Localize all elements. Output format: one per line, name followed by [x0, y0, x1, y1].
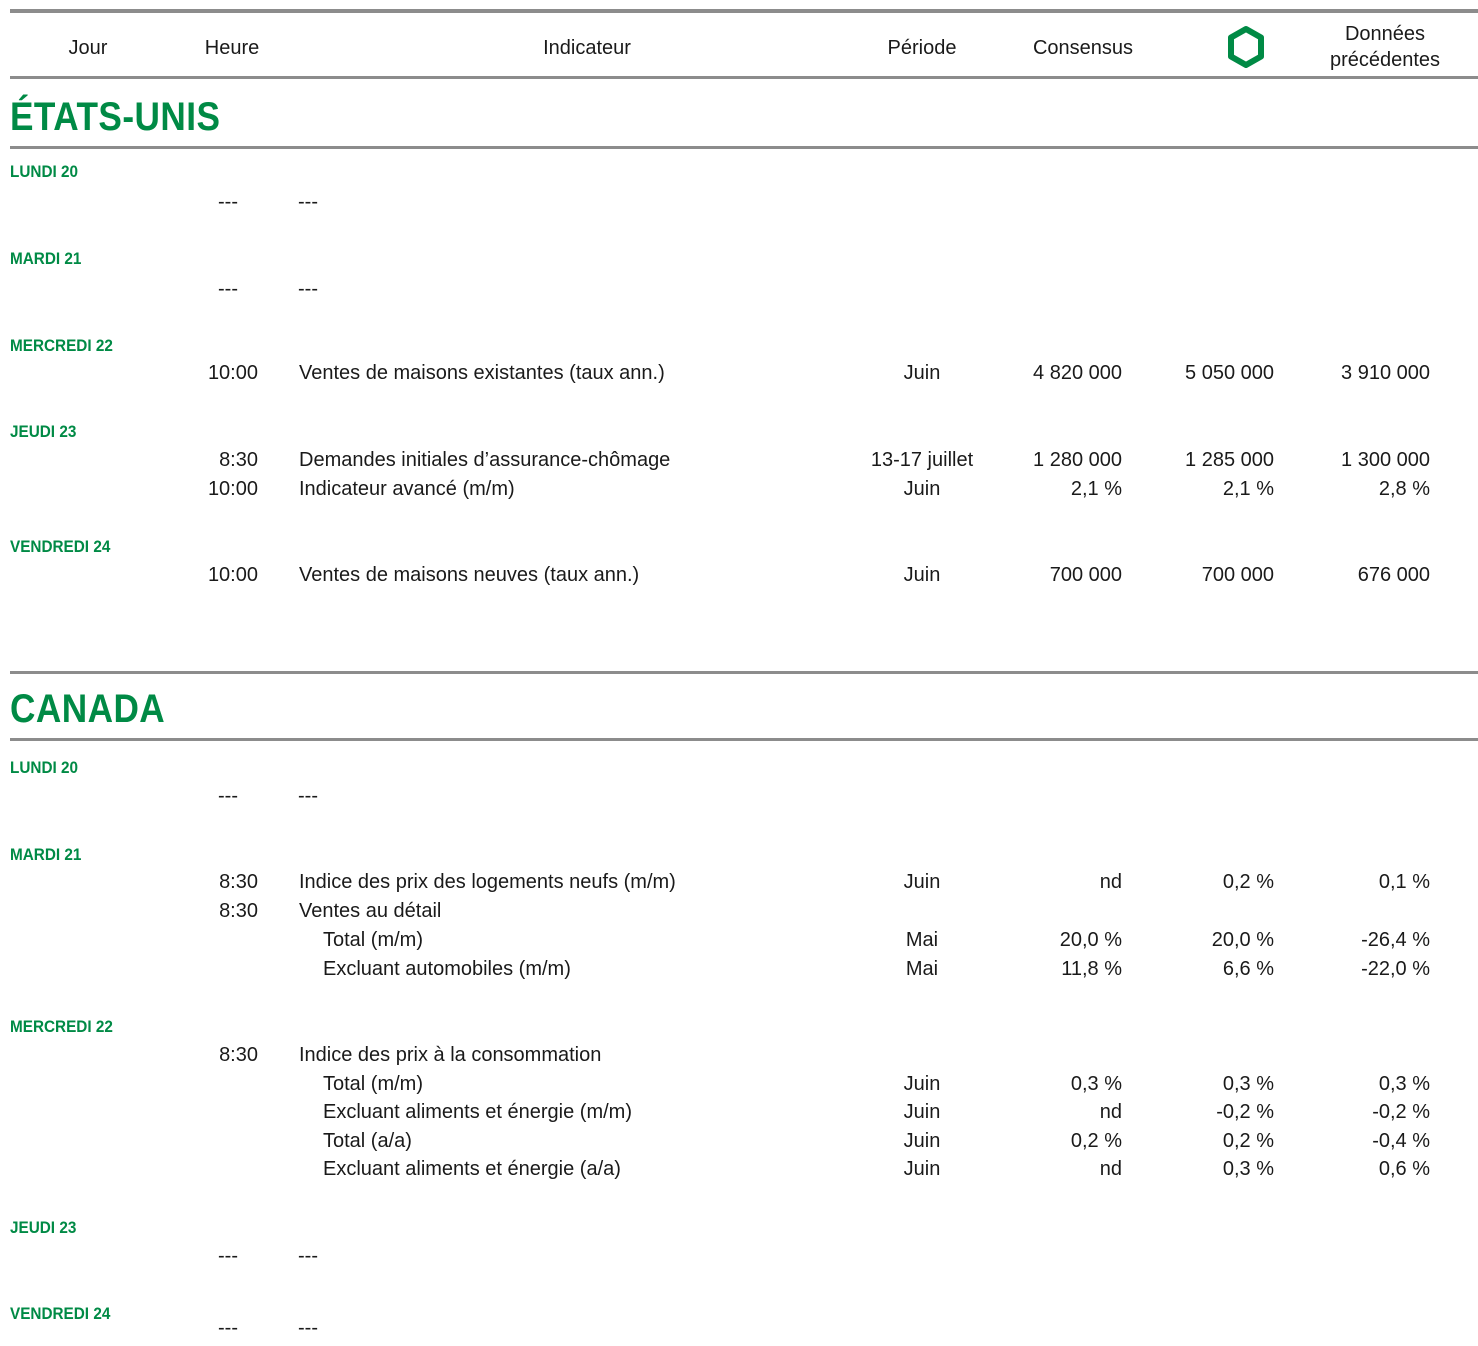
previous-cell: 676 000 [1357, 564, 1430, 586]
indicator-cell: Total (m/m) [323, 1073, 423, 1095]
dj-forecast-cell: 20,0 % [1211, 929, 1274, 951]
table-row [0, 1127, 1478, 1156]
col-header-periode: Période [887, 37, 957, 59]
consensus-cell: nd [1099, 871, 1122, 893]
us-day-mercredi: MERCREDI 22 [10, 336, 113, 355]
table-row [0, 955, 1478, 984]
dj-forecast-cell: 2,1 % [1222, 478, 1274, 500]
table-row [0, 897, 1478, 926]
canada-day-vendredi: VENDREDI 24 [10, 1304, 111, 1323]
time-cell: 8:30 [219, 449, 258, 471]
dash-indicator: --- [298, 191, 318, 213]
consensus-cell: 11,8 % [1061, 958, 1122, 980]
dj-forecast-cell: 0,2 % [1222, 871, 1274, 893]
consensus-cell: nd [1099, 1101, 1122, 1123]
indicator-cell: Ventes de maisons existantes (taux ann.) [299, 362, 665, 384]
canada-day-jeudi: JEUDI 23 [10, 1218, 77, 1237]
col-header-jour: Jour [68, 37, 108, 59]
period-cell: Juin [903, 871, 941, 893]
consensus-cell: 4 820 000 [1033, 362, 1122, 384]
indicator-cell: Excluant aliments et énergie (a/a) [323, 1158, 621, 1180]
time-cell: 10:00 [207, 564, 258, 586]
previous-cell: -26,4 % [1361, 929, 1430, 951]
dash-indicator: --- [298, 278, 318, 300]
period-cell: Mai [905, 958, 939, 980]
period-cell: Juin [903, 1130, 941, 1152]
period-cell: Juin [903, 1073, 941, 1095]
us-title-rule [10, 146, 1478, 149]
canada-day-mercredi: MERCREDI 22 [10, 1017, 113, 1036]
canada-day-mardi: MARDI 21 [10, 845, 82, 864]
consensus-cell: 0,3 % [1070, 1073, 1122, 1095]
indicator-cell: Indice des prix des logements neufs (m/m) [299, 871, 676, 893]
indicator-cell: Indice des prix à la consommation [299, 1044, 602, 1066]
col-header-donnees-line1: Données [1344, 23, 1426, 45]
canada-title-rule [10, 738, 1478, 741]
period-cell: Juin [903, 1158, 941, 1180]
indicator-cell: Ventes de maisons neuves (taux ann.) [299, 564, 640, 586]
indicator-cell: Excluant aliments et énergie (m/m) [323, 1101, 633, 1123]
table-row [0, 1098, 1478, 1127]
consensus-cell: 2,1 % [1070, 478, 1122, 500]
dj-forecast-cell: 5 050 000 [1185, 362, 1274, 384]
table-row [0, 475, 1478, 504]
previous-cell: 0,3 % [1378, 1073, 1430, 1095]
top-rule [10, 9, 1478, 13]
consensus-cell: 20,0 % [1059, 929, 1122, 951]
section-title-canada: CANADA [10, 687, 166, 731]
dj-forecast-cell: 6,6 % [1222, 958, 1274, 980]
table-row [0, 868, 1478, 897]
col-header-consensus: Consensus [1032, 37, 1134, 59]
header-bottom-rule [10, 76, 1478, 79]
dash-time: --- [218, 1245, 238, 1267]
previous-cell: 3 910 000 [1341, 362, 1430, 384]
col-header-heure: Heure [204, 37, 260, 59]
time-cell: 10:00 [207, 478, 258, 500]
table-row [0, 359, 1478, 388]
dash-indicator: --- [298, 785, 318, 807]
period-cell: Juin [903, 478, 941, 500]
canada-day-lundi: LUNDI 20 [10, 758, 79, 777]
indicator-cell: Demandes initiales d’assurance-chômage [299, 449, 671, 471]
previous-cell: -0,4 % [1372, 1130, 1430, 1152]
canada-lundi-empty-row [0, 782, 1478, 811]
period-cell: 13-17 juillet [870, 449, 974, 471]
dash-time: --- [218, 278, 238, 300]
consensus-cell: 0,2 % [1070, 1130, 1122, 1152]
previous-cell: 0,1 % [1378, 871, 1430, 893]
table-row [0, 1041, 1478, 1070]
canada-top-rule [10, 671, 1478, 674]
dj-forecast-cell: 700 000 [1201, 564, 1274, 586]
us-mardi-empty-row [0, 275, 1478, 304]
dash-time: --- [218, 785, 238, 807]
indicator-cell: Total (a/a) [323, 1130, 412, 1152]
indicator-cell: Excluant automobiles (m/m) [323, 958, 571, 980]
table-row [0, 1155, 1478, 1184]
previous-cell: 2,8 % [1378, 478, 1430, 500]
consensus-cell: nd [1099, 1158, 1122, 1180]
col-header-indicateur: Indicateur [543, 37, 631, 59]
consensus-cell: 1 280 000 [1033, 449, 1122, 471]
dj-forecast-cell: -0,2 % [1216, 1101, 1274, 1123]
section-title-us: ÉTATS-UNIS [10, 95, 221, 139]
dash-time: --- [218, 1317, 238, 1339]
dash-indicator: --- [298, 1245, 318, 1267]
period-cell: Juin [903, 362, 941, 384]
indicator-cell: Total (m/m) [323, 929, 423, 951]
col-header-donnees-line2: précédentes [1329, 49, 1441, 71]
dj-forecast-cell: 0,3 % [1222, 1158, 1274, 1180]
dash-time: --- [218, 191, 238, 213]
canada-vendredi-empty-row [0, 1314, 1478, 1343]
previous-cell: 0,6 % [1378, 1158, 1430, 1180]
us-day-jeudi: JEUDI 23 [10, 422, 77, 441]
previous-cell: 1 300 000 [1341, 449, 1430, 471]
us-lundi-empty-row [0, 188, 1478, 217]
canada-jeudi-empty-row [0, 1242, 1478, 1271]
period-cell: Juin [903, 1101, 941, 1123]
time-cell: 10:00 [207, 362, 258, 384]
previous-cell: -22,0 % [1361, 958, 1430, 980]
dash-indicator: --- [298, 1317, 318, 1339]
us-day-mardi: MARDI 21 [10, 249, 82, 268]
period-cell: Mai [905, 929, 939, 951]
time-cell: 8:30 [219, 1044, 258, 1066]
time-cell: 8:30 [219, 900, 258, 922]
consensus-cell: 700 000 [1049, 564, 1122, 586]
dj-forecast-cell: 0,2 % [1222, 1130, 1274, 1152]
time-cell: 8:30 [219, 871, 258, 893]
green-hexagon-icon [1226, 25, 1266, 69]
table-row [0, 561, 1478, 590]
us-day-vendredi: VENDREDI 24 [10, 537, 111, 556]
dj-forecast-cell: 1 285 000 [1185, 449, 1274, 471]
table-row [0, 926, 1478, 955]
table-row [0, 1070, 1478, 1099]
previous-cell: -0,2 % [1372, 1101, 1430, 1123]
period-cell: Juin [903, 564, 941, 586]
us-day-lundi: LUNDI 20 [10, 162, 79, 181]
table-row [0, 446, 1478, 475]
indicator-cell: Indicateur avancé (m/m) [299, 478, 515, 500]
indicator-cell: Ventes au détail [299, 900, 442, 922]
dj-forecast-cell: 0,3 % [1222, 1073, 1274, 1095]
